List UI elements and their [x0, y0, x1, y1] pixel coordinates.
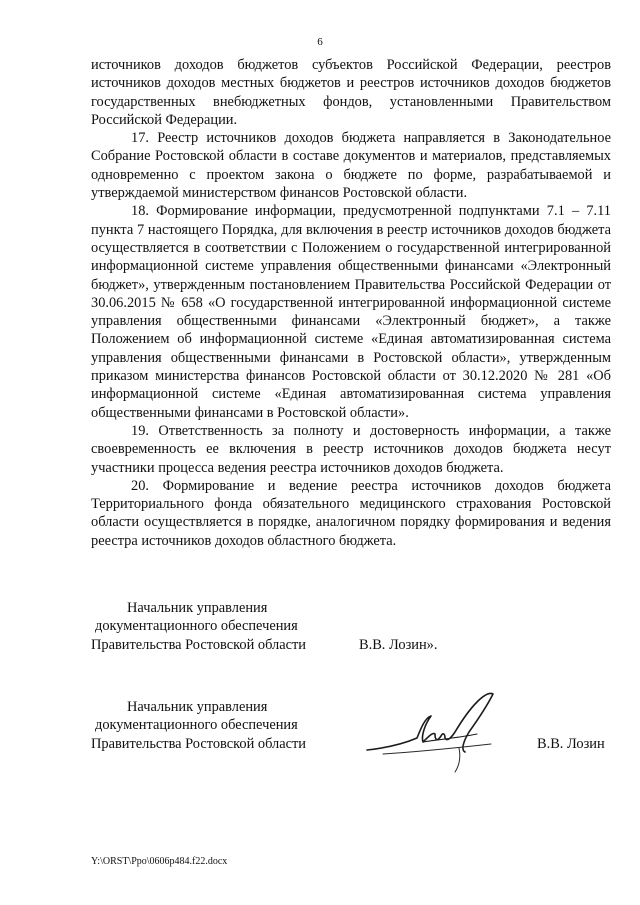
signer-title-line2: документационного обеспечения	[95, 717, 298, 734]
signer-title-line1: Начальник управления	[127, 699, 268, 715]
paragraph-18: 18. Формирование информации, предусмотренной подпунктами 7.1 – 7.11 пункта 7 настоящего Порядка, для включения в реестр источников доходов бюджета осуществляется в соответствии с Положением о государственной интегрированной информационной системе управления общественными финансами «Электронный бюджет», утвержденным постановлением Правительства Российской Федерации от 30.06.2015 № 658 «О государственной интегрированной информационной системе управления общественными финансами «Электронный бюджет», а также Положением об информационной системе «Единая автоматизированная система управления общественными финансами в Ростовской области», утвержденным приказом министерства финансов Ростовской области от 30.12.2020 № 281 «Об информационной системе «Единая автоматизированная система управления общественными финансами в Ростовской области».	[91, 203, 611, 421]
paragraph-continuation: источников доходов бюджетов субъектов Российской Федерации, реестров источников доходов местных бюджетов и реестров источников доходов бюджетов государственных внебюджетных фондов, установленными Правительством Российской Федерации.	[91, 57, 611, 128]
document-body	[91, 56, 611, 550]
paragraph-19: 19. Ответственность за полноту и достоверность информации, а также своевременность ее включения в реестр источников доходов бюджета несут участники процесса ведения реестра источников доходов бюджета.	[91, 422, 611, 476]
signer-title-line2: документационного обеспечения	[95, 618, 298, 635]
signature-block	[91, 698, 611, 753]
signer-name: В.В. Лозин	[537, 735, 605, 752]
file-path-footer: Y:\ORST\Ppo\0606p484.f22.docx	[91, 856, 228, 867]
signer-title-line3: Правительства Ростовской области	[91, 636, 306, 653]
paragraph-17: 17. Реестр источников доходов бюджета направляется в Законодательное Собрание Ростовской области в составе документов и материалов, представляемых одновременно с проектом закона о бюджете по форме, разрабатываемой и утверждаемой министерством финансов Ростовской области.	[91, 130, 611, 202]
signer-name: В.В. Лозин».	[359, 636, 438, 653]
handwritten-signature	[365, 688, 505, 778]
paragraph-20: 20. Формирование и ведение реестра источников доходов бюджета Территориального фонда обязательного медицинского страхования Ростовской области осуществляется в порядке, аналогичном порядку формирования и ведения реестра источников доходов областного бюджета.	[91, 477, 611, 549]
page-number: 6	[317, 36, 323, 48]
signer-title-line1: Начальник управления	[127, 600, 268, 616]
signer-title-line3: Правительства Ростовской области	[91, 735, 306, 752]
signature-block-quoted	[91, 599, 451, 654]
